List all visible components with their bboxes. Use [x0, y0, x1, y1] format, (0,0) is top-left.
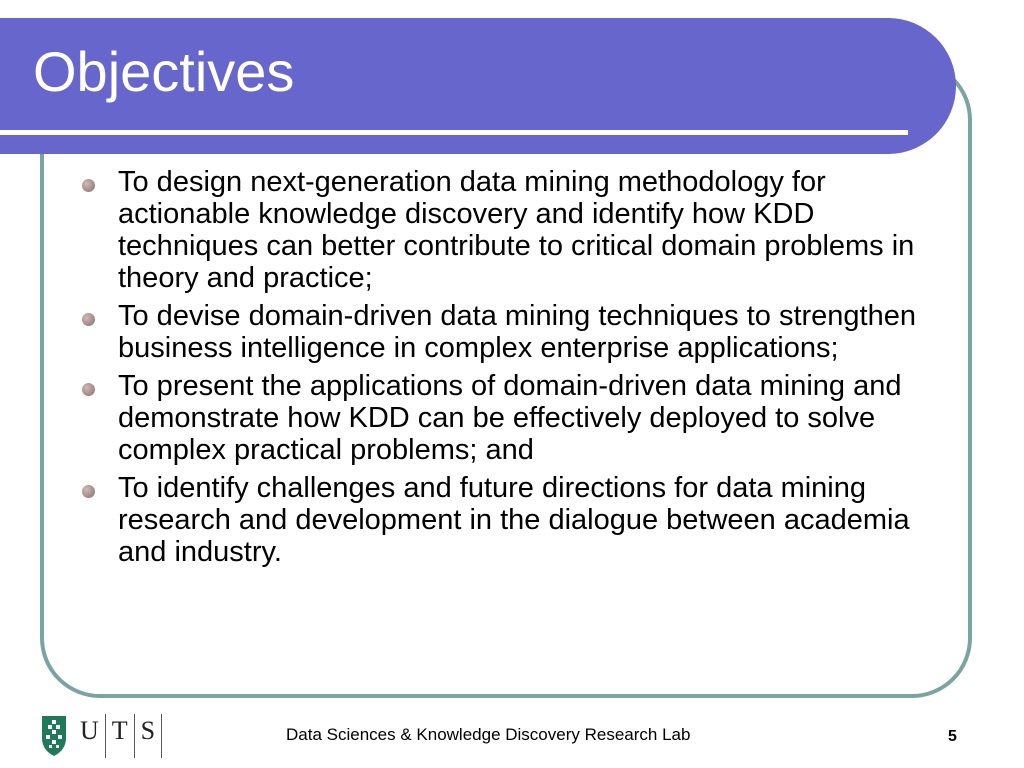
bullet-item — [80, 472, 960, 568]
title-underline — [0, 130, 908, 135]
bullet-dot-icon — [82, 485, 95, 498]
logo-letter: U — [74, 714, 106, 758]
bullet-item — [80, 300, 960, 364]
bullet-text: To identify challenges and future directions for data mining research and development in the dialogue between academia and industry. — [118, 472, 910, 568]
bullet-list — [80, 166, 960, 574]
bullet-dot-icon — [82, 383, 95, 396]
logo-letter: T — [106, 714, 135, 758]
bullet-text: To present the applications of domain-driven data mining and demonstrate how KDD can be effectively deployed to solve complex practical problems; and — [118, 370, 902, 466]
logo-letters — [74, 714, 162, 758]
logo-letter: S — [135, 714, 162, 758]
bullet-text: To design next-generation data mining methodology for actionable knowledge discovery and identify how KDD techniques can better contribute to critical domain problems in theory and practice; — [118, 166, 915, 294]
footer-lab-name: Data Sciences & Knowledge Discovery Research Lab — [286, 725, 691, 744]
uts-logo — [40, 714, 162, 758]
bullet-text: To devise domain-driven data mining techniques to strengthen business intelligence in complex enterprise applications; — [118, 300, 916, 364]
slide-title: Objectives — [33, 40, 295, 103]
bullet-dot-icon — [82, 179, 95, 192]
bullet-dot-icon — [82, 313, 95, 326]
page-number: 5 — [948, 728, 957, 745]
bullet-item — [80, 370, 960, 466]
bullet-item — [80, 166, 960, 294]
uts-shield-icon — [40, 714, 68, 758]
